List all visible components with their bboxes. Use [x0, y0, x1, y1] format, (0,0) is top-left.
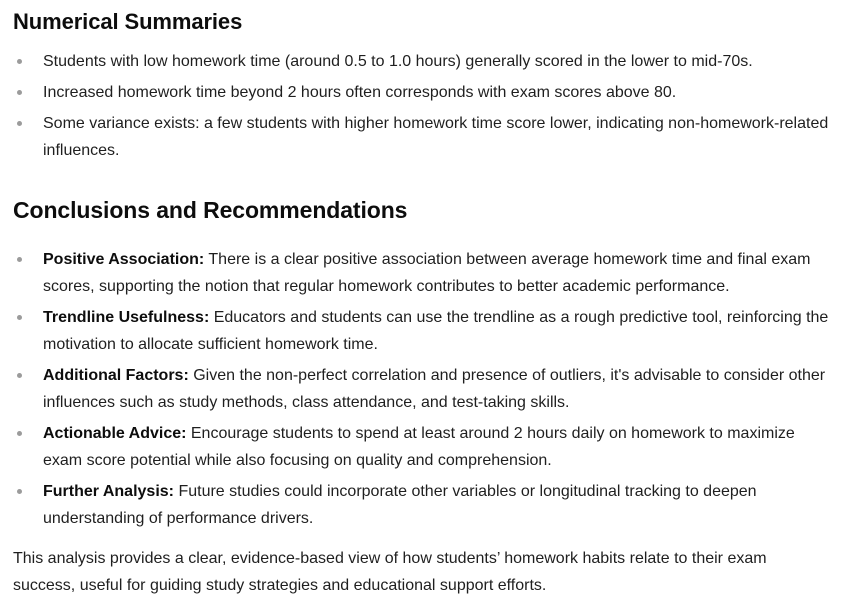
conclusions-heading: Conclusions and Recommendations: [13, 197, 408, 223]
closing-paragraph: This analysis provides a clear, evidence-based view of how students’ homework habits relate to their exam success, useful for guiding study strategies and educational support efforts.: [13, 550, 767, 594]
list-item: [0, 478, 860, 532]
item-label: Trendline Usefulness:: [43, 309, 210, 326]
item-label: Additional Factors:: [43, 367, 189, 384]
item-text: There is a clear positive association between average homework time and final exam scores, supporting the notion that regular homework contributes to better academic performance.: [43, 251, 811, 295]
list-item: [0, 110, 860, 164]
item-label: Further Analysis:: [43, 483, 174, 500]
item-text: Given the non-perfect correlation and presence of outliers, it's advisable to consider other influences such as study methods, class attendance, and test-taking skills.: [43, 367, 826, 411]
item-text: Educators and students can use the trendline as a rough predictive tool, reinforcing the motivation to allocate sufficient homework time.: [43, 309, 829, 353]
bullet-icon: [17, 373, 22, 378]
bullet-icon: [17, 315, 22, 320]
bullet-icon: [17, 431, 22, 436]
bullet-icon: [17, 59, 22, 64]
list-item-text: Some variance exists: a few students with higher homework time score lower, indicating non-homework-related influences.: [43, 115, 829, 159]
item-label: Actionable Advice:: [43, 425, 187, 442]
list-item: [0, 79, 860, 106]
list-item-text: Increased homework time beyond 2 hours often corresponds with exam scores above 80.: [43, 84, 677, 101]
list-item: [0, 362, 860, 416]
item-text: Future studies could incorporate other variables or longitudinal tracking to deepen understanding of performance drivers.: [43, 483, 757, 527]
numerical-summaries-heading: Numerical Summaries: [13, 9, 243, 34]
list-item: [0, 420, 860, 474]
item-label: Positive Association:: [43, 251, 205, 268]
conclusions-list: [0, 246, 860, 536]
bullet-icon: [17, 121, 22, 126]
list-item-text: Students with low homework time (around 0.5 to 1.0 hours) generally scored in the lower to mid-70s.: [43, 53, 753, 70]
list-item: [0, 304, 860, 358]
numerical-summaries-list: [0, 48, 860, 168]
list-item: [0, 48, 860, 75]
list-item: [0, 246, 860, 300]
bullet-icon: [17, 257, 22, 262]
bullet-icon: [17, 90, 22, 95]
item-text: Encourage students to spend at least around 2 hours daily on homework to maximize exam score potential while also focusing on quality and comprehension.: [43, 425, 795, 469]
bullet-icon: [17, 489, 22, 494]
